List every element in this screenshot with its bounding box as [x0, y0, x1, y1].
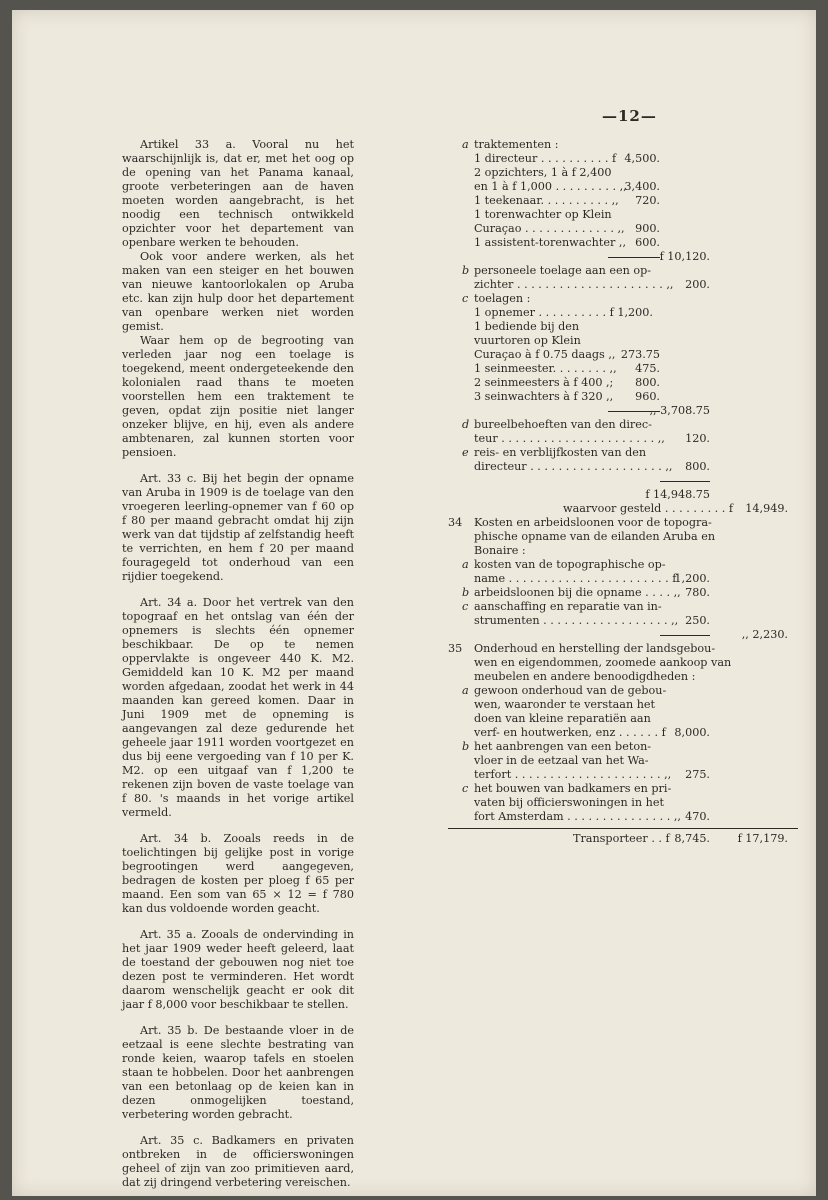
article-number: 35	[448, 642, 463, 655]
item-text: aanschaffing en reparatie van in-	[474, 600, 662, 613]
amount-total: 14,949.	[745, 502, 788, 515]
ledger-row	[448, 726, 798, 740]
item-text: Curaçao . . . . . . . . . . . . . ,,	[474, 222, 625, 235]
item-text: Onderhoud en herstelling der landsgebou-	[474, 642, 716, 655]
note-33c: Art. 33 c. Bij het begin der opname van Aruba in 1909 is de toelage van den vroegeren leerling-opnemer van f 60 op f 80 per maand gebracht omdat hij zijn werk van dat tijdstip af zelfstandig heeft te verrichten, en hem f 20 per maand fouragegeld tot onderhoud van een rijdier toegekend.	[122, 472, 354, 583]
ledger-row	[448, 446, 798, 460]
note-35c: Art. 35 c. Badkamers en privaten ontbreken in de officierswoningen geheel of zijn van zoo primitieven aard, dat zij dringend verbetering vereischen.	[122, 1134, 354, 1189]
rule-line	[448, 828, 798, 829]
ledger-row	[448, 670, 798, 684]
item-text: 1 torenwachter op Klein	[474, 208, 612, 221]
item-text: bureelbehoeften van den direc-	[474, 418, 652, 431]
ledger-row	[448, 488, 798, 502]
item-text: wen, waaronder te verstaan het	[474, 698, 656, 711]
item-text: Transporteer . . f	[573, 832, 670, 845]
note-33a-p1: Artikel 33 a. Vooral nu het waarschijnlijk is, dat er, met het oog op de opening van het Panama kanaal, groote verbeteringen aan de haven moeten worden aangebracht, is het noodig een technisch ontwikkeld opzichter voor het departement van openbare werken te behouden.	[122, 138, 354, 249]
amount-total: f 17,179.	[737, 832, 788, 845]
ledger-row	[448, 712, 798, 726]
ledger-row	[448, 152, 798, 166]
page-number: —12—	[602, 107, 657, 125]
item-text: 1 teekenaar. . . . . . . . . . ,,	[474, 194, 619, 207]
item-letter: c	[462, 292, 469, 305]
rule-line	[608, 411, 660, 412]
ledger-row	[448, 796, 798, 810]
item-letter: c	[462, 600, 469, 613]
amount-sub: 600.	[635, 236, 660, 249]
ledger-row	[448, 832, 798, 846]
ledger-row	[448, 558, 798, 572]
item-letter: b	[462, 264, 470, 277]
note-34a: Art. 34 a. Door het vertrek van den topograaf en het ontslag van één der opnemers is slechts één opnemer beschikbaar. De op te nemen oppervlakte is ongeveer 440 K. M2. Gemiddeld kan 10 K. M2 per maand worden afgedaan, zoodat het werk in 44 maanden kan gereed komen. Daar in Juni 1909 met de opneming is aangevangen zal deze gedurende het geheele jaar 1911 worden voortgezet en dus bij eene vergoeding van f 10 per K. M2. op een uitgaaf van f 1,200 te rekenen zijn boven de vaste toelage van f 80. 's maands in het vorige artikel vermeld.	[122, 596, 354, 819]
item-text: 2 seinmeesters à f 400 ,;	[474, 376, 614, 389]
rule-line	[608, 257, 660, 258]
item-letter: a	[462, 684, 469, 697]
note-35a: Art. 35 a. Zooals de ondervinding in het jaar 1909 weder heeft geleerd, laat de toestand der gebouwen nog niet toe dezen post te verminderen. Het wordt daarom wenschelijk geacht er ook dit jaar f 8,000 voor beschikbaar te stellen.	[122, 928, 354, 1011]
explanatory-notes-column	[122, 138, 354, 1190]
item-letter: d	[462, 418, 470, 431]
ledger-row	[448, 306, 798, 320]
ledger-row	[448, 236, 798, 250]
amount-sub: 3,400.	[624, 180, 660, 193]
ledger-row	[448, 348, 798, 362]
ledger-row	[448, 474, 798, 488]
item-letter: b	[462, 586, 470, 599]
item-text: 1 assistent-torenwachter ,,	[474, 236, 626, 249]
ledger-row	[448, 684, 798, 698]
ledger-row	[448, 166, 798, 180]
ledger-row	[448, 600, 798, 614]
note-35b: Art. 35 b. De bestaande vloer in de eetzaal is eene slechte bestrating van ronde keien, waarop tafels en stoelen staan te hobbelen. Door het aanbrengen van een betonlaag op de keien kan in dezen onmogelijken toestand, verbetering worden gebracht.	[122, 1024, 354, 1121]
ledger-row	[448, 502, 798, 516]
rule-line	[660, 635, 710, 636]
item-text: Bonaire :	[474, 544, 526, 557]
ledger-row	[448, 698, 798, 712]
ledger-row	[448, 460, 798, 474]
ledger-row	[448, 782, 798, 796]
amount-total: ,, 2,230.	[741, 628, 788, 641]
ledger-row	[448, 544, 798, 558]
item-text: waarvoor gesteld . . . . . . . . . f	[563, 502, 734, 515]
ledger-row	[448, 768, 798, 782]
amount-item: 800.	[685, 460, 710, 473]
rule-line	[660, 481, 710, 482]
amount-item: 8,000.	[674, 726, 710, 739]
ledger-row	[448, 810, 798, 824]
amount-item: f 10,120.	[659, 250, 710, 263]
ledger-row	[448, 362, 798, 376]
item-text: 1 seinmeester. . . . . . . . ,,	[474, 362, 617, 375]
amount-item: 275.	[685, 768, 710, 781]
ledger-row	[448, 530, 798, 544]
amount-item: 120.	[685, 432, 710, 445]
note-33a-p2: Ook voor andere werken, als het maken van een steiger en het bouwen van nieuwe kantoorlokalen op Aruba etc. kan zijn hulp door het departement van openbare werken niet worden gemist.	[122, 250, 354, 333]
ledger-row	[448, 376, 798, 390]
item-letter: a	[462, 138, 469, 151]
amount-sub: 960.	[635, 390, 660, 403]
amount-sub: 475.	[635, 362, 660, 375]
item-letter: c	[462, 782, 469, 795]
item-text: terfort . . . . . . . . . . . . . . . . . . . . . ,,	[474, 768, 672, 781]
item-text: kosten van de topographische op-	[474, 558, 666, 571]
amount-sub: 4,500.	[624, 152, 660, 165]
ledger-row	[448, 754, 798, 768]
ledger-row	[448, 656, 798, 670]
ledger-row	[448, 180, 798, 194]
ledger-row	[448, 138, 798, 152]
ledger-row	[448, 208, 798, 222]
ledger-row	[448, 418, 798, 432]
item-text: het aanbrengen van een beton-	[474, 740, 652, 753]
ledger-row	[448, 516, 798, 530]
item-text: wen en eigendommen, zoomede aankoop van	[474, 656, 732, 669]
item-text: toelagen :	[474, 292, 531, 305]
ledger-row	[448, 278, 798, 292]
amount-item: 470.	[685, 810, 710, 823]
ledger-row	[448, 572, 798, 586]
ledger-row	[448, 222, 798, 236]
item-text: vloer in de eetzaal van het Wa-	[474, 754, 649, 767]
item-text: Kosten en arbeidsloonen voor de topogra-	[474, 516, 712, 529]
amount-sub: 273.75	[620, 348, 660, 361]
amount-item: f 14,948.75	[645, 488, 710, 501]
item-text: arbeidsloonen bij die opname . . . . ,,	[474, 586, 681, 599]
item-text: fort Amsterdam . . . . . . . . . . . . . . . ,,	[474, 810, 681, 823]
item-text: vuurtoren op Klein	[474, 334, 581, 347]
item-text: reis- en verblijfkosten van den	[474, 446, 647, 459]
ledger-row	[448, 642, 798, 656]
budget-items-column	[448, 138, 798, 846]
ledger-row	[448, 432, 798, 446]
ledger-row	[448, 628, 798, 642]
item-text: personeele toelage aan een op-	[474, 264, 652, 277]
item-text: gewoon onderhoud van de gebou-	[474, 684, 667, 697]
item-text: teur . . . . . . . . . . . . . . . . . . . . . . ,,	[474, 432, 665, 445]
item-text: meubelen en andere benoodigdheden :	[474, 670, 696, 683]
item-text: directeur . . . . . . . . . . . . . . . . . . . ,,	[474, 460, 673, 473]
item-text: 1 opnemer . . . . . . . . . . f 1,200.	[474, 306, 653, 319]
amount-sub: 720.	[635, 194, 660, 207]
item-text: 3 seinwachters à f 320 ,,	[474, 390, 614, 403]
amount-item: 8,745.	[674, 832, 710, 845]
item-text: doen van kleine reparatiën aan	[474, 712, 651, 725]
item-text: traktementen :	[474, 138, 559, 151]
amount-item: ,, 3,708.75	[649, 404, 710, 417]
item-text: phische opname van de eilanden Aruba en	[474, 530, 716, 543]
item-text: 1 directeur . . . . . . . . . . f	[474, 152, 617, 165]
amount-item: 250.	[685, 614, 710, 627]
ledger-row	[448, 250, 798, 264]
ledger-row	[448, 614, 798, 628]
ledger-row	[448, 320, 798, 334]
note-33a-p3: Waar hem op de begrooting van verleden jaar nog een toelage is toegekend, meent ondergeteekende den kolonialen raad thans te moeten voorstellen hem een traktement te geven, opdat zijn positie niet langer onzeker blijve, en hij, even als andere ambtenaren, zal kunnen storten voor pensioen.	[122, 334, 354, 459]
ledger-row	[448, 740, 798, 754]
item-text: 1 bediende bij den	[474, 320, 580, 333]
ledger-row	[448, 586, 798, 600]
item-text: Curaçao à f 0.75 daags ,,	[474, 348, 616, 361]
item-letter: b	[462, 740, 470, 753]
item-letter: a	[462, 558, 469, 571]
amount-item: 200.	[685, 278, 710, 291]
ledger-row	[448, 390, 798, 404]
ledger-row	[448, 194, 798, 208]
item-text: strumenten . . . . . . . . . . . . . . . . . . ,,	[474, 614, 679, 627]
amount-sub: 900.	[635, 222, 660, 235]
item-text: zichter . . . . . . . . . . . . . . . . . . . . . ,,	[474, 278, 674, 291]
note-34b: Art. 34 b. Zooals reeds in de toelichtingen bij gelijke post in vorige begrootingen werd aangegeven, bedragen de kosten per ploeg f 65 per maand. Een som van 65 × 12 = f 780 kan dus voldoende worden geacht.	[122, 832, 354, 915]
item-text: vaten bij officierswoningen in het	[474, 796, 664, 809]
item-text: het bouwen van badkamers en pri-	[474, 782, 672, 795]
item-letter: e	[462, 446, 469, 459]
amount-item: 1,200.	[674, 572, 710, 585]
item-text: en 1 à f 1,000 . . . . . . . . . ,,	[474, 180, 627, 193]
amount-sub: 800.	[635, 376, 660, 389]
ledger-row	[448, 824, 798, 832]
item-text: 2 opzichters, 1 à f 2,400	[474, 166, 612, 179]
ledger-row	[448, 292, 798, 306]
amount-item: 780.	[685, 586, 710, 599]
article-number: 34	[448, 516, 463, 529]
ledger-row	[448, 404, 798, 418]
item-text: verf- en houtwerken, enz . . . . . . f	[474, 726, 666, 739]
ledger-row	[448, 264, 798, 278]
ledger-row	[448, 334, 798, 348]
document-page	[12, 10, 816, 1196]
item-text: name . . . . . . . . . . . . . . . . . . . . . . . f	[474, 572, 677, 585]
